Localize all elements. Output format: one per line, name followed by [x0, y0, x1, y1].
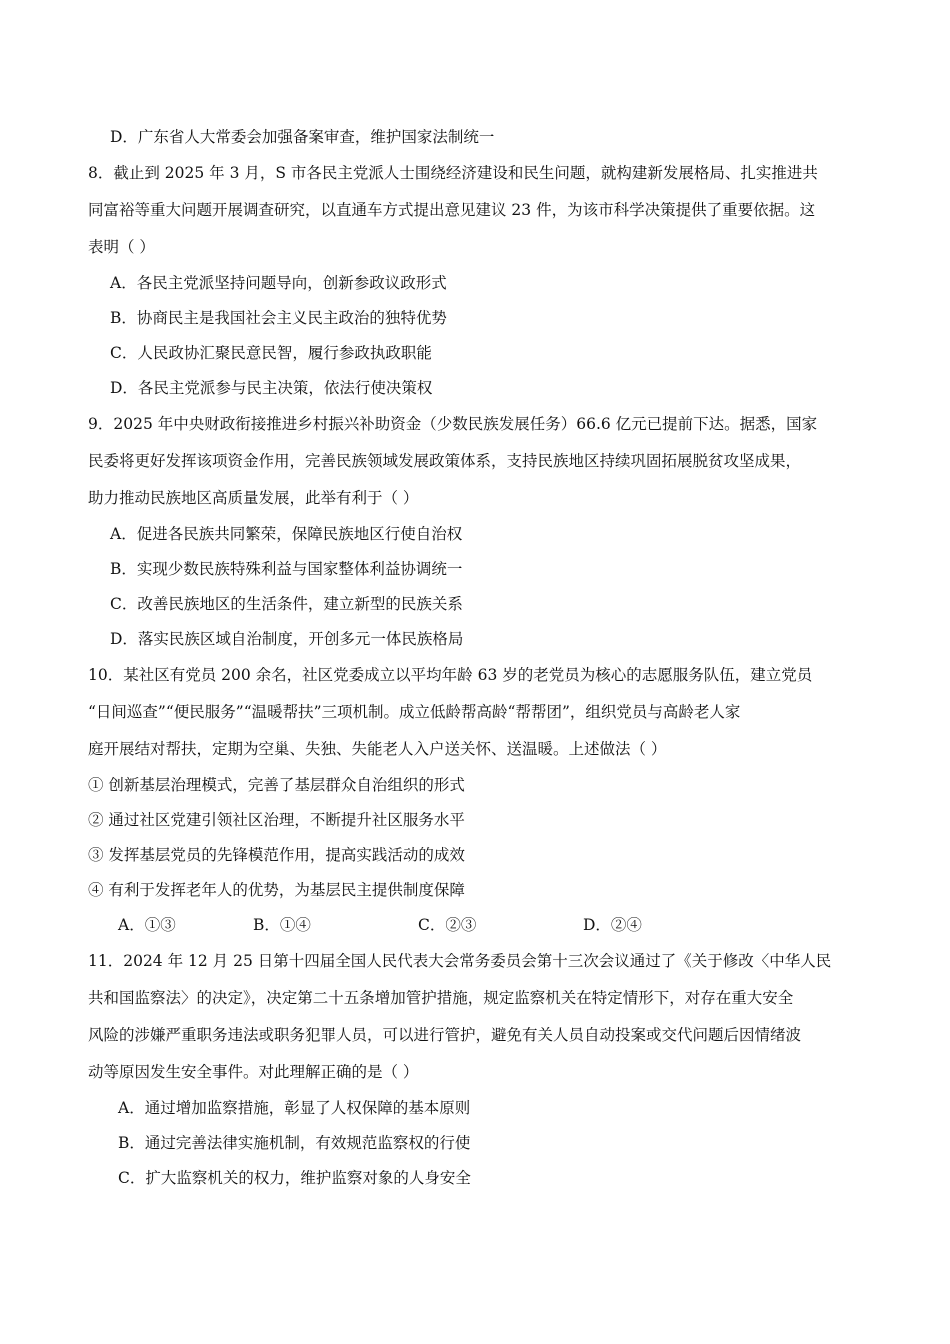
q11-stem-line-3: 风险的涉嫌严重职务违法或职务犯罪人员，可以进行管护，避免有关人员自动投案或交代问题后因情绪波 [88, 1026, 802, 1044]
q9-stem-line-2: 民委将更好发挥该项资金作用，完善民族领域发展政策体系，支持民族地区持续巩固拓展脱贫攻坚成果， [88, 452, 802, 470]
q11-option-b: B．通过完善法律实施机制，有效规范监察权的行使 [118, 1134, 471, 1152]
q8-option-a: A．各民主党派坚持问题导向，创新参政议政形式 [110, 274, 447, 292]
q10-stem-line-3: 庭开展结对帮扶，定期为空巢、失独、失能老人入户送关怀、送温暖。上述做法（ ） [88, 740, 667, 758]
q10-statement-4: ④ 有利于发挥老年人的优势，为基层民主提供制度保障 [88, 881, 465, 899]
q10-choice-d: D．②④ [583, 916, 642, 934]
q11-stem-line-4: 动等原因发生安全事件。对此理解正确的是（ ） [88, 1063, 419, 1081]
q10-stem-line-1: 10．某社区有党员 200 余名，社区党委成立以平均年龄 63 岁的老党员为核心的志愿服务队伍，建立党员 [88, 666, 813, 684]
q8-stem-line-2: 同富裕等重大问题开展调查研究，以直通车方式提出意见建议 23 件，为该市科学决策提供了重要依据。这 [88, 201, 816, 219]
q11-option-c: C．扩大监察机关的权力，维护监察对象的人身安全 [118, 1169, 471, 1187]
q8-stem-line-3: 表明（ ） [88, 238, 155, 256]
q10-statement-1: ① 创新基层治理模式，完善了基层群众自治组织的形式 [88, 776, 465, 794]
q11-option-a: A．通过增加监察措施，彰显了人权保障的基本原则 [118, 1099, 471, 1117]
q7-option-d: D．广东省人大常委会加强备案审查，维护国家法制统一 [110, 128, 495, 146]
q9-option-c: C．改善民族地区的生活条件，建立新型的民族关系 [110, 595, 463, 613]
q8-option-b: B．协商民主是我国社会主义民主政治的独特优势 [110, 309, 447, 327]
q9-stem-line-1: 9．2025 年中央财政衔接推进乡村振兴补助资金（少数民族发展任务）66.6 亿元已提前下达。据悉，国家 [88, 415, 818, 433]
q9-option-d: D．落实民族区域自治制度，开创多元一体民族格局 [110, 630, 464, 648]
q10-choice-c: C．②③ [418, 916, 477, 934]
q8-option-c: C．人民政协汇聚民意民智，履行参政执政职能 [110, 344, 432, 362]
q11-stem-line-2: 共和国监察法〉的决定》，决定第二十五条增加管护措施，规定监察机关在特定情形下，对存在重大安全 [88, 989, 794, 1007]
q8-stem-line-1: 8．截止到 2025 年 3 月，S 市各民主党派人士围绕经济建设和民生问题，就构建新发展格局、扎实推进共 [88, 164, 818, 182]
q10-stem-line-2: “日间巡查”“便民服务”“温暖帮扶”三项机制。成立低龄帮高龄“帮帮团”，组织党员与高龄老人家 [88, 703, 741, 721]
q10-statement-3: ③ 发挥基层党员的先锋模范作用，提高实践活动的成效 [88, 846, 465, 864]
q10-statement-2: ② 通过社区党建引领社区治理，不断提升社区服务水平 [88, 811, 465, 829]
q9-option-a: A．促进各民族共同繁荣，保障民族地区行使自治权 [110, 525, 463, 543]
q8-option-d: D．各民主党派参与民主决策，依法行使决策权 [110, 379, 433, 397]
q10-choice-b: B．①④ [253, 916, 311, 934]
q10-choice-a: A．①③ [118, 916, 176, 934]
q9-option-b: B．实现少数民族特殊利益与国家整体利益协调统一 [110, 560, 463, 578]
q11-stem-line-1: 11．2024 年 12 月 25 日第十四届全国人民代表大会常务委员会第十三次会议通过了《关于修改〈中华人民 [88, 952, 832, 970]
q9-stem-line-3: 助力推动民族地区高质量发展，此举有利于（ ） [88, 489, 419, 507]
